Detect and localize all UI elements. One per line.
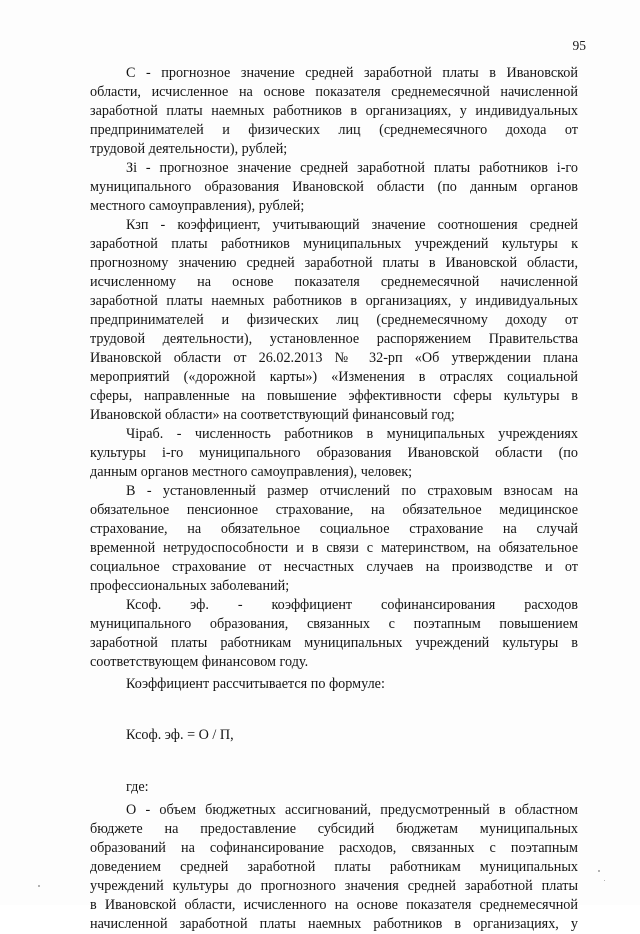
text-line: обязательное пенсионное страхование, на обязательное медицинское (90, 502, 578, 518)
text-line: образований на софинансирование расходов, связанных с поэтапным (90, 840, 578, 856)
text-line: Ксоф. эф. - коэффициент софинансирования расходов (126, 597, 578, 613)
text-line: исчисленному на основе показателя среднемесячной начисленной (90, 274, 578, 290)
text-line: предпринимателей и физических лиц (среднемесячному доходу от (90, 312, 578, 328)
text-line: Чiраб. - численность работников в муниципальных учреждениях (126, 426, 578, 442)
text-line: трудовой деятельности), установленное распоряжением Правительства (90, 331, 578, 347)
page-number: 95 (572, 38, 586, 53)
text-line: области, исчисленное на основе показателя среднемесячной начисленной (90, 84, 578, 100)
text-line: соответствующем финансовом году. (90, 654, 309, 670)
text-line: профессиональных заболеваний; (90, 578, 290, 594)
text-line: заработной платы работникам муниципальных учреждений культуры в (90, 635, 578, 651)
text-line: заработной платы работников муниципальных учреждений культуры к (90, 236, 578, 252)
text-line: в Ивановской области, исчисленного на основе показателя среднемесячной (90, 897, 578, 913)
scan-speck (598, 870, 600, 872)
text-line: данным органов местного самоуправления), человек; (90, 464, 413, 480)
text-line: прогнозному значению средней заработной платы в Ивановской области, (90, 255, 578, 271)
scan-speck (38, 885, 40, 887)
text-line: учреждений культуры до прогнозного значения средней заработной платы (90, 878, 578, 894)
text-line: где: (126, 779, 149, 795)
text-line: В - установленный размер отчислений по страховым взносам на (126, 483, 578, 499)
text-line: Коэффициент рассчитывается по формуле: (126, 676, 385, 692)
formula: Ксоф. эф. = О / П, (126, 727, 234, 743)
text-line: муниципального образования, связанных с поэтапным повышением (90, 616, 578, 632)
text-line: Ивановской области» на соответствующий финансовый год; (90, 407, 455, 423)
text-line: трудовой деятельности), рублей; (90, 141, 288, 157)
text-line: Зi - прогнозное значение средней заработной платы работников i-го (126, 160, 578, 176)
text-line: О - объем бюджетных ассигнований, предусмотренный в областном (126, 802, 578, 818)
text-line: начисленной заработной платы наемных работников в организациях, у (90, 916, 578, 932)
text-line: заработной платы наемных работников в организациях, у индивидуальных (90, 293, 578, 309)
text-line: С - прогнозное значение средней заработной платы в Ивановской (126, 65, 578, 81)
text-line: Ивановской области от 26.02.2013 № 32-рп «Об утверждении плана (90, 350, 578, 366)
text-line: муниципального образования Ивановской области (по данным органов (90, 179, 578, 195)
scan-speck (604, 880, 605, 881)
text-line: Кзп - коэффициент, учитывающий значение соотношения средней (126, 217, 578, 233)
text-line: местного самоуправления), рублей; (90, 198, 305, 214)
text-line: социальное страхование от несчастных случаев на производстве и от (90, 559, 578, 575)
text-line: культуры i-го муниципального образования Ивановской области (по (90, 445, 578, 461)
text-line: временной нетрудоспособности и в связи с материнством, на обязательное (90, 540, 578, 556)
text-line: сферы, направленные на повышение эффективности сферы культуры в (90, 388, 578, 404)
text-line: заработной платы наемных работников в организациях, у индивидуальных (90, 103, 578, 119)
text-line: предпринимателей и физических лиц (среднемесячного дохода от (90, 122, 578, 138)
text-line: мероприятий («дорожной карты») «Изменения в отраслях социальной (90, 369, 578, 385)
text-line: страхование, на обязательное социальное страхование на случай (90, 521, 578, 537)
text-line: доведением средней заработной платы работникам муниципальных (90, 859, 578, 875)
text-line: бюджете на предоставление субсидий бюджетам муниципальных (90, 821, 578, 837)
